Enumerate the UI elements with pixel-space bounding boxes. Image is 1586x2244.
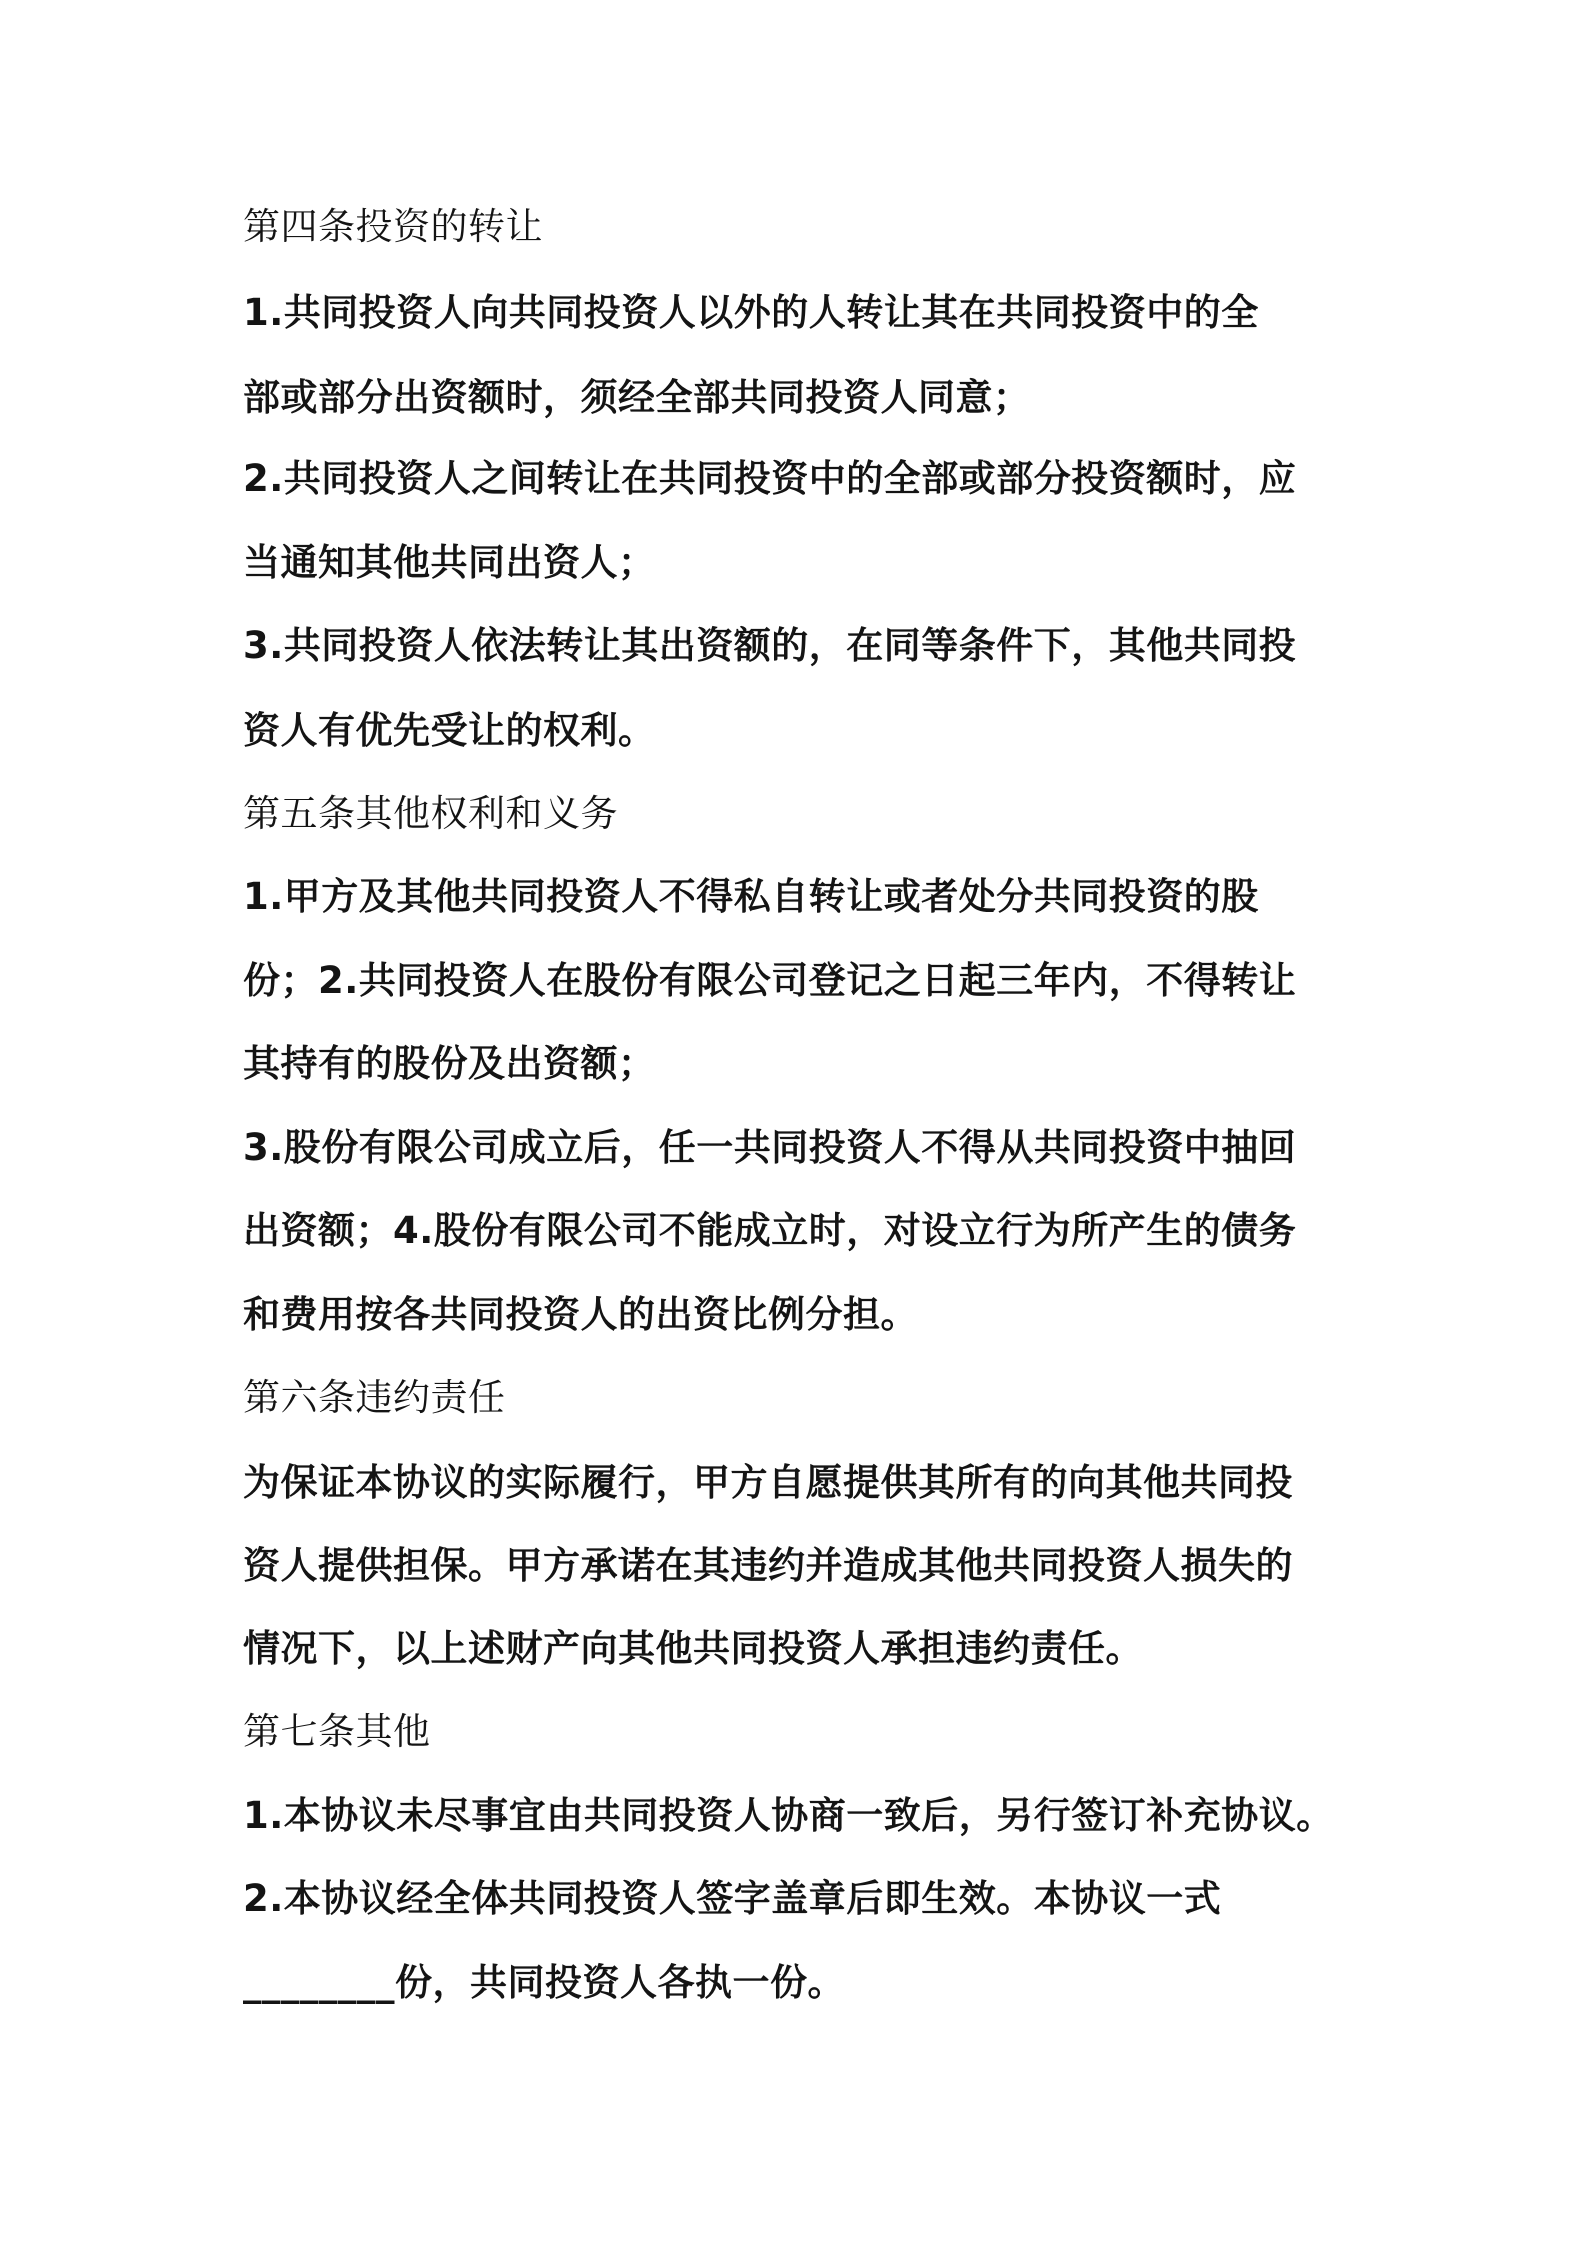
paragraph-line: 部或部分出资额时，须经全部共同投资人同意；	[243, 376, 1031, 419]
paragraph-line: 其持有的股份及出资额；	[243, 1042, 656, 1085]
paragraph-line: 1.甲方及其他共同投资人不得私自转让或者处分共同投资的股	[243, 875, 1259, 918]
paragraph-line: ________份，共同投资人各执一份。	[243, 1961, 845, 2004]
paragraph-line: 1.共同投资人向共同投资人以外的人转让其在共同投资中的全	[243, 291, 1259, 334]
paragraph-line: 出资额；4.股份有限公司不能成立时，对设立行为所产生的债务	[243, 1209, 1297, 1252]
section-heading-article-6: 第六条违约责任	[243, 1376, 506, 1419]
paragraph-line: 2.共同投资人之间转让在共同投资中的全部或部分投资额时，应	[243, 457, 1297, 500]
paragraph-line: 1.本协议未尽事宜由共同投资人协商一致后，另行签订补充协议。	[243, 1794, 1334, 1837]
section-heading-article-7: 第七条其他	[243, 1710, 431, 1753]
section-heading-article-5: 第五条其他权利和义务	[243, 792, 618, 835]
paragraph-line: 3.股份有限公司成立后，任一共同投资人不得从共同投资中抽回	[243, 1126, 1297, 1169]
section-heading-article-4: 第四条投资的转让	[243, 205, 543, 248]
paragraph-line: 3.共同投资人依法转让其出资额的，在同等条件下，其他共同投	[243, 624, 1297, 667]
paragraph-line: 为保证本协议的实际履行，甲方自愿提供其所有的向其他共同投	[243, 1461, 1293, 1504]
paragraph-line: 份；2.共同投资人在股份有限公司登记之日起三年内，不得转让	[243, 959, 1297, 1002]
paragraph-line: 情况下，以上述财产向其他共同投资人承担违约责任。	[243, 1627, 1143, 1670]
paragraph-line: 2.本协议经全体共同投资人签字盖章后即生效。本协议一式	[243, 1877, 1222, 1920]
paragraph-line: 资人有优先受让的权利。	[243, 709, 656, 752]
paragraph-line: 当通知其他共同出资人；	[243, 541, 656, 584]
paragraph-line: 资人提供担保。甲方承诺在其违约并造成其他共同投资人损失的	[243, 1544, 1293, 1587]
paragraph-line: 和费用按各共同投资人的出资比例分担。	[243, 1293, 918, 1336]
